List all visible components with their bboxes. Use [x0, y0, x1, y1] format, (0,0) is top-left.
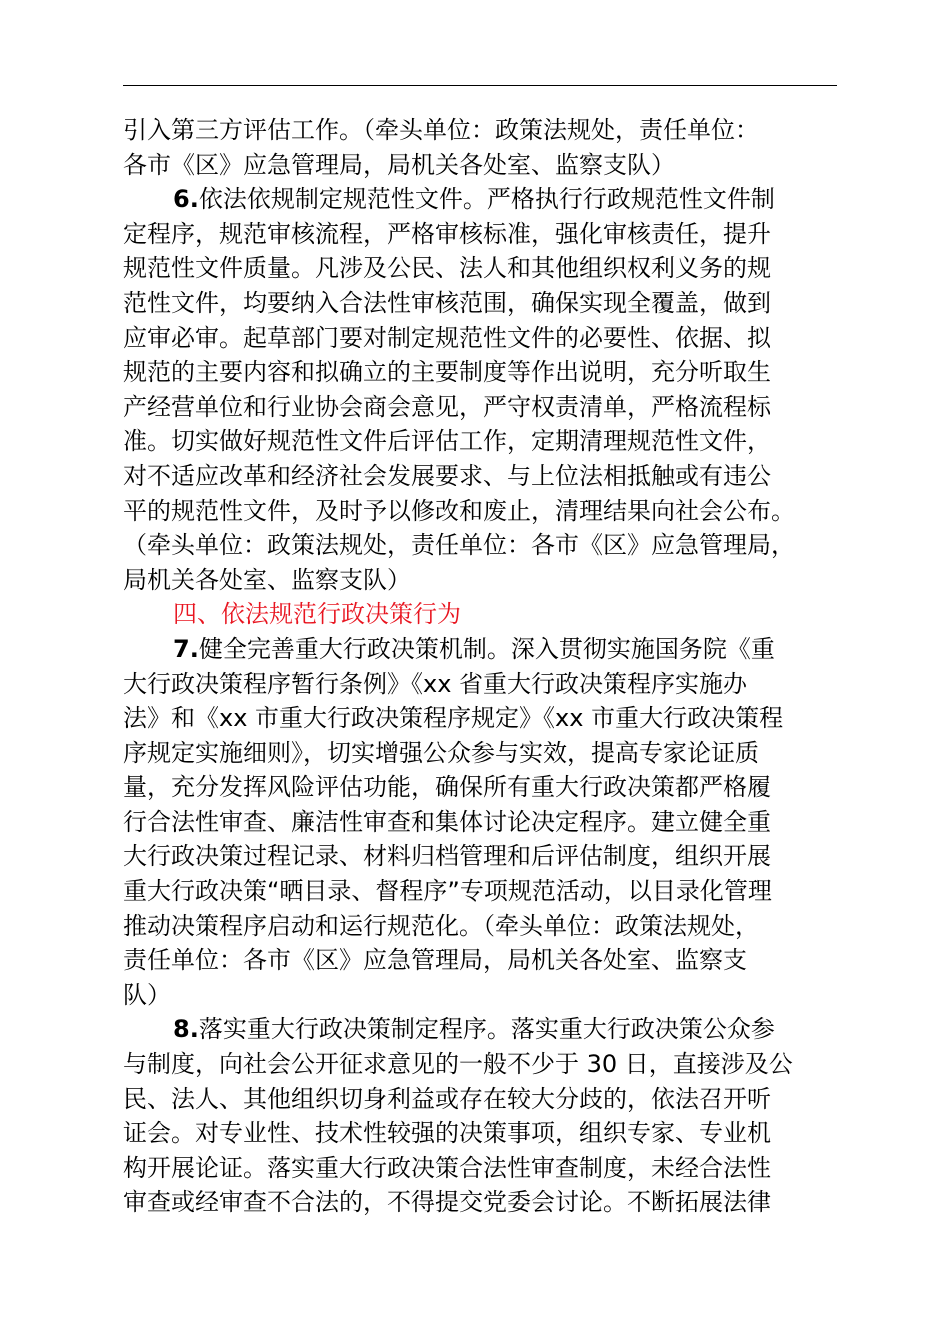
body-line: 与制度，向社会公开征求意见的一般不少于 30 日，直接涉及公: [123, 1050, 793, 1079]
body-line: 局机关各处室、监察支队）: [123, 565, 411, 594]
body-line: 规范性文件质量。凡涉及公民、法人和其他组织权利义务的规: [123, 254, 771, 283]
item-number: 8.: [173, 1015, 199, 1044]
body-line: 推动决策程序启动和运行规范化。（牵头单位：政策法规处，: [123, 911, 759, 940]
body-line: 责任单位：各市《区》应急管理局，局机关各处室、监察支: [123, 946, 747, 975]
body-line: 民、法人、其他组织切身利益或存在较大分歧的，依法召开听: [123, 1084, 771, 1113]
body-line: 重大行政决策“晒目录、督程序”专项规范活动，以目录化管理: [123, 877, 772, 906]
body-line: 量，充分发挥风险评估功能，确保所有重大行政决策都严格履: [123, 773, 771, 802]
item-text: 依法依规制定规范性文件。严格执行行政规范性文件制: [198, 185, 775, 214]
body-line: 规范的主要内容和拟确立的主要制度等作出说明，充分听取生: [123, 358, 771, 387]
body-line: 法》和《xx 市重大行政决策程序规定》《xx 市重大行政决策程: [123, 704, 784, 733]
item-text: 健全完善重大行政决策机制。深入贯彻实施国务院《重: [198, 634, 775, 663]
body-line: 对不适应改革和经济社会发展要求、与上位法相抵触或有违公: [123, 461, 771, 490]
body-line: 审查或经审查不合法的，不得提交党委会讨论。不断拓展法律: [123, 1188, 771, 1217]
body-line: 范性文件，均要纳入合法性审核范围，确保实现全覆盖，做到: [123, 288, 771, 317]
item-7-first-line: [123, 632, 863, 667]
body-line: 各市《区》应急管理局，局机关各处室、监察支队）: [123, 150, 675, 179]
item-6-first-line: [123, 182, 863, 217]
body-line: 大行政决策过程记录、材料归档管理和后评估制度，组织开展: [123, 842, 771, 871]
body-line: （牵头单位：政策法规处，责任单位：各市《区》应急管理局，: [123, 531, 795, 560]
item-text: 落实重大行政决策制定程序。落实重大行政决策公众参: [198, 1015, 775, 1044]
body-line: 定程序，规范审核流程，严格审核标准，强化审核责任，提升: [123, 219, 771, 248]
body-line: 构开展论证。落实重大行政决策合法性审查制度，未经合法性: [123, 1153, 771, 1182]
item-number: 6.: [173, 185, 199, 214]
body-line: 证会。对专业性、技术性较强的决策事项，组织专家、专业机: [123, 1119, 771, 1148]
item-8-first-line: [123, 1012, 863, 1047]
body-line: 引入第三方评估工作。（牵头单位：政策法规处，责任单位：: [123, 116, 759, 144]
body-line: 行合法性审查、廉洁性审查和集体讨论决定程序。建立健全重: [123, 807, 771, 836]
document-body: [123, 113, 863, 1220]
body-line: 序规定实施细则》，切实增强公众参与实效，提高专家论证质: [123, 738, 759, 767]
body-line: 准。切实做好规范性文件后评估工作，定期清理规范性文件，: [123, 427, 771, 456]
item-number: 7.: [173, 634, 199, 663]
body-line: 应审必审。起草部门要对制定规范性文件的必要性、依据、拟: [123, 323, 771, 352]
body-line: 队）: [123, 980, 171, 1009]
section-heading: 四、依法规范行政决策行为: [173, 600, 461, 629]
body-line: 大行政决策程序暂行条例》《xx 省重大行政决策程序实施办: [123, 669, 748, 698]
header-rule: [123, 85, 837, 86]
body-line: 产经营单位和行业协会商会意见，严守权责清单，严格流程标: [123, 392, 771, 421]
body-line: 平的规范性文件，及时予以修改和废止，清理结果向社会公布。: [123, 496, 795, 525]
